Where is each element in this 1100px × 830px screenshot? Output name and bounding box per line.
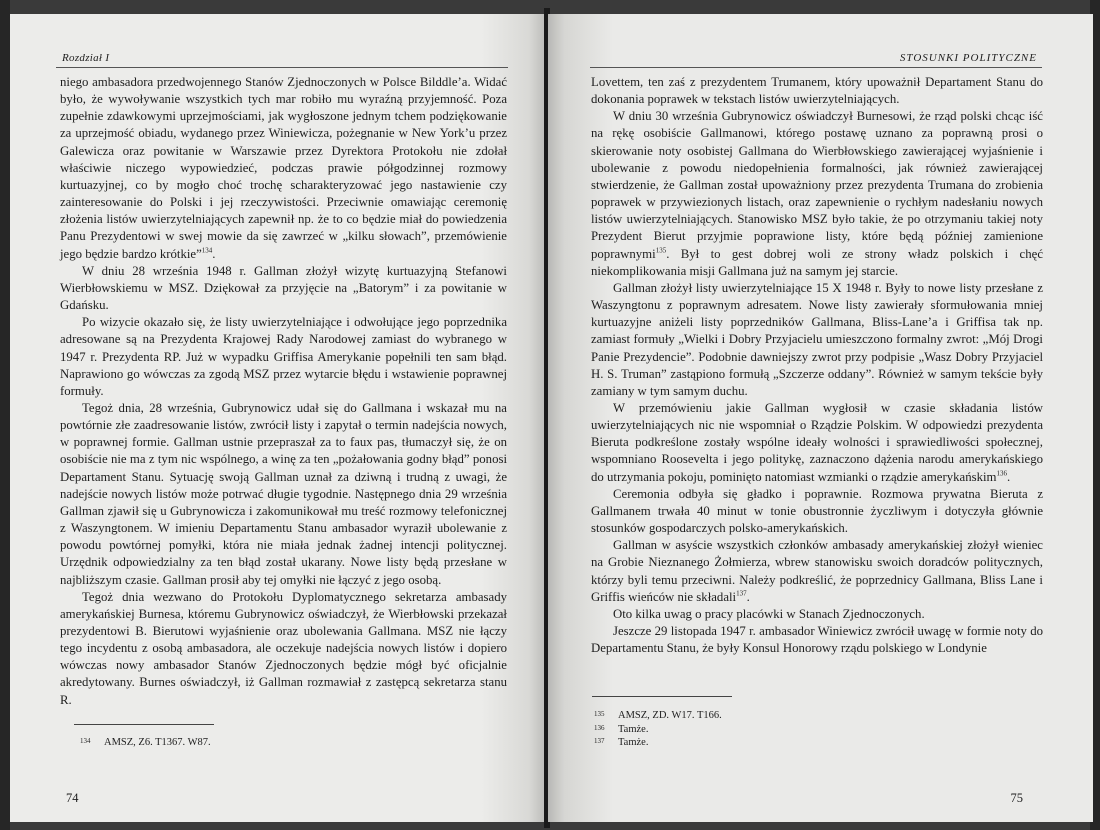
footnote-number: 134: [80, 737, 91, 745]
footnote-rule: [74, 724, 214, 725]
footnote: [594, 709, 722, 723]
paragraph: W dniu 30 września Gubrynowicz oświadczył Burnesowi, że rząd polski chcąc iść na rękę osobiście Gallmanowi, którego postawę uznano za poprawną prosi o skierowanie noty osobistej Gallmana do Wierbłowskiego zawierającej wyjaśnienie i ubolewanie z powodu niedopełnienia formalności, jak również zawierającej stwierdzenie, że Gallman został upoważniony przez prezydenta Trumana do zrobienia poprawek w przywiezionych listach, oraz zapewnienie o rychłym nadesłaniu nowych listów uwierzytelniających. Stanowisko MSZ było takie, że po otrzymaniu takiej noty Prezydent Bierut przyjmie poprawione listy, które będą później zamienione poprawnymi$^{135}$. Był to gest dobrej woli ze strony władz polskich i chęć niekomplikowania misji Gallmana już na samym jej starcie.: [591, 109, 1043, 278]
body-text: [60, 74, 507, 709]
right-page: [548, 14, 1093, 822]
footnote-text: Tamże.: [618, 737, 649, 748]
paragraph: Lovettem, ten zaś z prezydentem Trumanem, który upoważnił Departament Stanu do dokonania poprawek w tekstach listów uwierzytelniających.: [591, 75, 1043, 107]
footnote-text: AMSZ, Z6. T1367. W87.: [104, 737, 211, 748]
paragraph: Po wizycie okazało się, że listy uwierzytelniające i odwołujące jego poprzednika adresowane są na Prezydenta Krajowej Rady Narodowej zamiast do wybranego w 1947 r. Prezydenta RP. Już w wypadku Griffisa Amerykanie popełnili ten sam błąd. Naprawiono go wówczas za zgodą MSZ przez wytarcie błędu i wstawienie poprawnej formuły.: [60, 315, 507, 398]
scan-edge-left: [0, 0, 10, 830]
running-head: STOSUNKI POLITYCZNE: [899, 52, 1037, 64]
paragraph: Ceremonia odbyła się gładko i poprawnie. Rozmowa prywatna Bieruta z Gallmanem trwała 40 minut w tonie obustronnie życzliwym i dotyczyła głównie stosunków gospodarczych polsko-amerykańskich.: [591, 486, 1043, 536]
paragraph: Gallman złożył listy uwierzytelniające 15 X 1948 r. Były to nowe listy przesłane z Waszyngtonu z poprawnym adresatem. Nowe listy zawierały sformułowania mniej kurtuazyjne aniżeli listy poprzedników Gallmana, Bliss-Lane’a i Griffisa tak np. zamiast formuły „Wielki i Dobry Przyjacielu umieszczono formalny zwrot: „Mój Drogi Panie Prezydencie”. Podobnie dawniejszy zwrot przy podpisie „Wasz Dobry Przyjaciel H. S. Truman” zastąpiono formułą „Szczerze oddany”. Również w samym tekście były zamiany w tym samym duchu.: [591, 280, 1043, 398]
paragraph: Tegoż dnia, 28 września, Gubrynowicz udał się do Gallmana i wskazał mu na powtórnie złe zaadresowanie listów, zwrócił listy i zapytał o termin nadejścia nowych, w poprawnej formie. Gallman ustnie przepraszał za to faux pas, tłumaczył się, że on osobiście nie ma z tym nic wspólnego, a winę za ten „pożałowania godny błąd” ponosi Departament Stanu. Sytuację swoją Gallman uznał za dziwną i trudną z uwagi, że nadejście nowych listów może potrwać długie tygodnie. Następnego dnia 29 września Gallman zjawił się u Gubrynowicza i zakomunikował mu treść rozmowy telefonicznej z Waszyngtonem. W imieniu Departamentu Stanu ambasador wyraził ubolewanie z powodu powtórnej pomyłki, która nie miała jednak żadnej intencji politycznej. Urzędnik odpowiedzialny za ten błąd został ukarany. Nowe listy będą przesłane w najbliższym czasie. Gallman prosił aby tej omyłki nie łączyć z jego osobą.: [60, 400, 507, 587]
footnote-number: 136: [594, 723, 605, 732]
page-number: 74: [66, 791, 79, 805]
header-rule: [590, 67, 1042, 68]
paragraph: Gallman w asyście wszystkich członków ambasady amerykańskiej złożył wieniec na Grobie Nieznanego Żołmierza, wbrew stanowisku swoich doradców politycznych, którzy byli temu przeciwni. Należy podkreślić, że poprzednicy Gallmana, Bliss Lane i Griffis wieńców nie składali$^{137}$.: [591, 538, 1043, 604]
footnote-rule: [592, 696, 732, 697]
footnote-number: 135: [594, 710, 605, 718]
paragraph: Tegoż dnia wezwano do Protokołu Dyplomatycznego sekretarza ambasady amerykańskiej Burnesa, któremu Gubrynowicz oświadczył, że Wierbłowski przekazał prezydentowi B. Bierutowi wyjaśnienie oraz ubolewania Gallmana. MSZ nie łączy tego incydentu z osobą ambasadora, ale oczekuje nadejścia nowych listów i dopiero wówczas nowy ambasador Stanów Zjednoczonych będzie mógł być oficjalnie akredytowany. Burnes oświadczył, iż Gallman rozmawiał z zastępcą sekretarza stanu R.: [60, 589, 507, 707]
paragraph: Oto kilka uwag o pracy placówki w Stanach Zjednoczonych.: [613, 606, 925, 621]
header-rule: [56, 67, 508, 68]
footnotes: [594, 709, 722, 750]
footnote-text: AMSZ, ZD. W17. T166.: [618, 710, 722, 721]
footnote: [594, 723, 722, 737]
footnotes: [80, 736, 211, 750]
running-head: Rozdział I: [62, 52, 110, 64]
footnote: [594, 736, 722, 750]
body-text: [591, 74, 1043, 657]
paragraph: W przemówieniu jakie Gallman wygłosił w czasie składania listów uwierzytelniających nic nie wspomniał o Rządzie Polskim. W odpowiedzi prezydenta Bieruta podkreślone zostały wspólne ideały wolności i sprawiedliwości społecznej, wspomniano Roosevelta i jego politykę, zaznaczono dążenia narodu amerykańskiego do utrzymania pokoju, pominięto natomiast wzmianki o rządzie amerykańskim$^{136}$.: [591, 400, 1043, 484]
footnote: [80, 736, 211, 750]
footnote-text: Tamże.: [618, 723, 649, 735]
page-number: 75: [1010, 791, 1023, 805]
footnote-number: 137: [594, 737, 605, 745]
paragraph: Jeszcze 29 listopada 1947 r. ambasador Winiewicz zwrócił uwagę w formie noty do Departamentu Stanu, że były Konsul Honorowy rządu polskiego w Londynie: [591, 624, 1043, 656]
paragraph: W dniu 28 września 1948 r. Gallman złożył wizytę kurtuazyjną Stefanowi Wierbłowskiemu w MSZ. Dziękował za przyjęcie na „Batorym” i za powitanie w Gdańsku.: [60, 263, 507, 313]
left-page: [10, 14, 545, 822]
paragraph: niego ambasadora przedwojennego Stanów Zjednoczonych w Polsce Bilddle’a. Widać było, że wywoływanie wszystkich tych mar robiło mu wyraźną przyjemność. Poza zupełnie zdawkowymi uprzejmościami, jak wygłoszone jednym tchem podziękowanie za uprzejmość obiadu, wydanego przez Winiewicza, pożegnanie w New York’u przez Galewicza oraz powitanie w Warszawie przez Dyrektora Protokołu nie zdołał właściwie niczego wypowiedzieć, podczas prawie półgodzinnej rozmowy kurtuazyjnej, co by mogło choć trochę scharakteryzować jego nastawienie czy zainteresowanie do Polski i jej rzeczywistości. Przeciwnie omawiając ceremonię złożenia listów uwierzytelniających zapewnił np. że to co będzie miał do powiedzenia Panu Prezydentowi w swej mowie da się zawrzeć w „kilku słowach”, przemówienie jego będzie bardzo krótkie”$^{134}$.: [60, 75, 507, 261]
